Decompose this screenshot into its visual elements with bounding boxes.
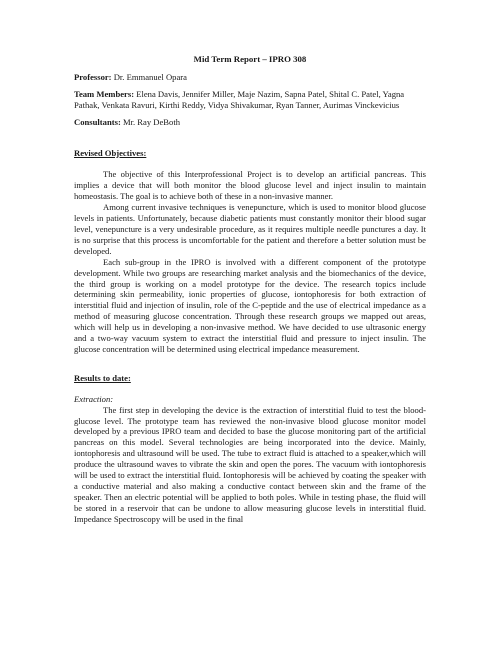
- extraction-subheading: Extraction:: [74, 393, 114, 404]
- results-heading: Results to date:: [74, 372, 131, 383]
- professor-line: [74, 72, 426, 83]
- objectives-paragraph: The objective of this Interprofessional Project is to develop an artificial pancreas. This implies a device that will both monitor the blood glucose level and inject insulin to maintain homeostasis. The goal is to achieve both of these in a non-invasive manner.: [74, 169, 426, 202]
- objectives-heading: Revised Objectives:: [74, 147, 147, 158]
- team-members-line: [74, 89, 426, 111]
- report-title: Mid Term Report – IPRO 308: [193, 54, 307, 64]
- document-page: [74, 54, 426, 525]
- professor-label: Professor:: [74, 71, 112, 82]
- extraction-paragraph: The first step in developing the device is the extraction of interstitial fluid to test the blood-glucose level. The prototype team has reviewed the non-invasive blood glucose monitor model developed by a previous IPRO team and decided to base the glucose monitoring part of the artificial pancreas on this model. Several technologies are being incorporated into the device. Mainly, iontophoresis and ultrasound will be used. The tube to extract fluid is attached to a speaker,which will produce the ultrasound waves to vibrate the skin and open the pores. The vacuum with iontophoresis will be used to extract the interstitial fluid. Iontophoresis will be achieved by coating the speaker with a conductive material and also making a conductive contact between skin and the frame of the speaker. Then an electric potential will be applied to both poles. While in testing phase, the fluid will be stored in a reservoir that can be undone to allow measuring glucose levels in interstitial fluid. Impedance Spectroscopy will be used in the final: [74, 404, 426, 524]
- consultants-value: Mr. Ray DeBoth: [120, 116, 181, 127]
- professor-value: Dr. Emmanuel Opara: [111, 71, 187, 82]
- team-members-value: Elena Davis, Jennifer Miller, Maje Nazim, Sapna Patel, Shital C. Patel, Yagna Pathak, Venkata Ravuri, Kirthi Reddy, Vidya Shivakumar, Ryan Tanner, Aurimas Vinckevicius: [74, 88, 405, 110]
- objectives-paragraph: Among current invasive techniques is venepuncture, which is used to monitor blood glucose levels in patients. Unfortunately, because diabetic patients must constantly monitor their blood sugar level, venepuncture is a very undesirable procedure, as it requires multiple needle punctures a day. It is no surprise that this process is uncomfortable for the patient and therefore a better solution must be developed.: [74, 202, 426, 256]
- consultants-label: Consultants:: [74, 116, 121, 127]
- objectives-paragraph: Each sub-group in the IPRO is involved with a different component of the prototype development. While two groups are researching market analysis and the biomechanics of the device, the third group is working on a model prototype for the device. The research topics include determining skin permeability, ionic properties of glucose, iontophoresis for both extraction of interstitial fluid and injection of insulin, role of the C-peptide and the use of electrical impedance as a method of measuring glucose concentration. Through these research groups we mapped out areas, which will help us in developing a non-invasive method. We have decided to use ultrasonic energy and a two-way vacuum system to extract the interstitial fluid and pressure to inject insulin. The glucose concentration will be determined using electrical impedance measurement.: [74, 256, 426, 354]
- team-members-label: Team Members:: [74, 88, 135, 99]
- consultants-line: [74, 117, 426, 128]
